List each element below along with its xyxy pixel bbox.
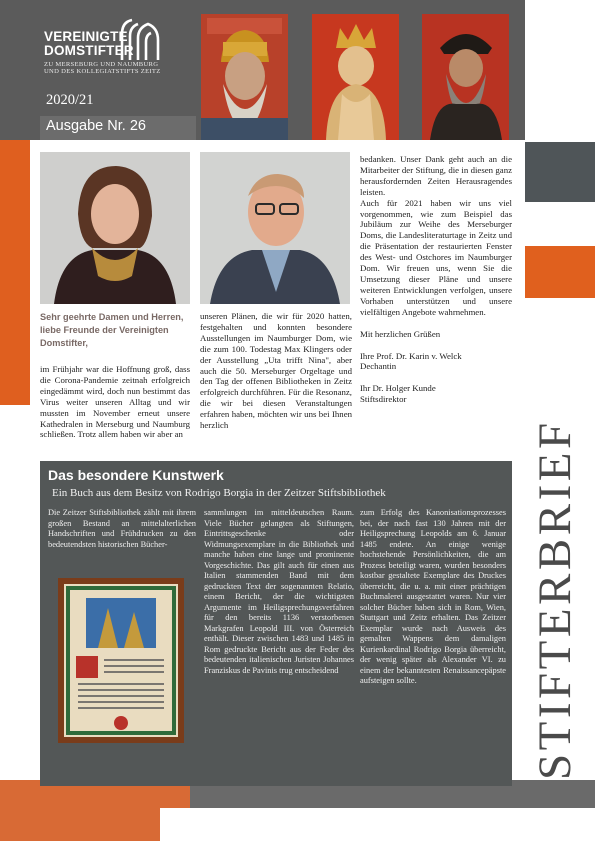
letter-paragraph: Auch für 2021 haben wir uns viel vorgenommen, wie zum Beispiel das Jubiläum zur Weihe des Merseburger Doms, die Landesliteraturtage in Zeitz und die Präsentation der restaurierten Fenster des West- und Ostchores im Naumburger Dom. Wir freuen uns, wenn Sie die Umsetzung dieser Pläne und unsere weiteren Entwicklungen verfolgen, unsere Vorhaben unterstützen und unsere vielfältigen Angebote wahrnehmen. <box>360 197 512 317</box>
portrait-crowned-saint-image <box>201 14 288 140</box>
signatory-2-role: Stiftsdirektor <box>360 394 407 405</box>
kunstwerk-column-1 <box>48 508 196 550</box>
kunstwerk-subtitle: Ein Buch aus dem Besitz von Rodrigo Borgia in der Zeitzer Stiftsbibliothek <box>52 487 386 499</box>
letter-paragraph: im Frühjahr war die Hoffnung groß, dass die Corona-Pandemie zeitnah erfolgreich eingedämmt wird, doch nun bestimmt das Virus weiter unseren Alltag und wir mussten im November erneut unsere Kathedralen in Merseburg und Naumburg schließen. Trotz allem haben wir aber an <box>40 364 190 440</box>
signatory-1-role: Dechantin <box>360 361 397 372</box>
logo-sub-2: UND DES KOLLEGIATSTIFTS ZEITZ <box>44 68 161 76</box>
kunstwerk-paragraph: zum Erfolg des Kanonisationsprozesses bei, der nach fast 130 Jahren mit der Heiligsprechung Leopolds am 6. Januar 1485 endete. An einige wenige hochstehende Persönlichkeiten, die am Prozess beteiligt waren, wurden besonders kostbar gestaltete Exemplare des Druckes überreicht, die u. a. mit einer prächtigen Buchmalerei ausgestattet waren. Nur vier solcher Bücher haben sich in Rom, Wien, Stuttgart und Zeitz erhalten. Das Zeitzer Exemplar wurde nach Ausweis des gemalten Wappens dem damaligen Kurienkardinal Rodrigo Borgia überreicht, der wenig später als Alexander VI. zu einem der bekanntesten Renaissancepäpste aufsteigen sollte. <box>360 508 506 685</box>
kunstwerk-paragraph: Die Zeitzer Stiftsbibliothek zählt mit ihrem großen Bestand an mittelalterlichen Handschriften und Frühdrucken zu den bedeutendsten historischen Bücher- <box>48 508 196 549</box>
logo-subtitle <box>44 61 161 75</box>
header-right-blank <box>525 0 595 140</box>
right-orange-block <box>525 246 595 298</box>
photo-karin-von-welck <box>40 152 190 304</box>
kunstwerk-column-3 <box>360 508 506 687</box>
edition-year: 2020/21 <box>46 92 94 108</box>
portrait-crowned-woman-image <box>312 14 399 140</box>
kunstwerk-title: Das besondere Kunstwerk <box>48 467 224 483</box>
greeting: Mit herzlichen Grüßen <box>360 328 441 339</box>
signatory-2-name: Ihr Dr. Holger Kunde <box>360 383 436 394</box>
bottom-white-strip <box>160 808 595 841</box>
kunstwerk-paragraph: sammlungen im mitteldeutschen Raum. Viele Bücher gelangten als Stiftungen, Eintrittsgeschenke oder Widmungsexemplare in die Bibliothek und manche haben eine lange und prominente Vorgeschichte. Das gilt auch für einen aus Italien stammenden Band mit dem gedruckten Text der sogenannten Relatio, einem Bericht, der die wichtigsten Argumente im Heiligsprechungsverfahren für den bereits 1136 verstorbenen Markgrafen Leopold III. von Österreich enthält. Dieser zwischen 1483 und 1485 in Rom gedruckte Bericht aus der Feder des bedeutenden italienischen Juristen Johannes Franziskus de Pavinis trug entscheidend <box>204 508 354 675</box>
logo-line-2: DOMSTIFTER <box>44 43 134 58</box>
letter-column-1 <box>40 364 190 440</box>
letter-column-2 <box>200 311 352 431</box>
issue-number: Ausgabe Nr. 26 <box>46 118 146 134</box>
logo-line-1: VEREINIGTE <box>44 29 128 44</box>
kunstwerk-column-2 <box>204 508 354 676</box>
letter-paragraph: unseren Plänen, die wir für 2020 hatten, festgehalten und konnten besondere Ausstellungen im Naumburger Dom, wie die zum 100. Todestag Max Klingers oder der Ausstellung „Uta trifft Nina", aber auch die 50. Merseburger Orgeltage und den Tag der offenen Bibliotheken in Zeitz erfolgreich durchführen. Für die Resonanz, die wir bei diesen Veranstaltungen erfahren haben, möchten wir uns bei Ihnen herzlich <box>200 311 352 431</box>
logo-sub-1: ZU MERSEBURG UND NAUMBURG <box>44 61 159 68</box>
right-dark-block <box>525 142 595 202</box>
logo-arches-icon <box>118 18 162 60</box>
letter-column-3 <box>360 154 512 405</box>
signatory-1-name: Ihre Prof. Dr. Karin v. Welck <box>360 350 462 361</box>
letter-paragraph: bedanken. Unser Dank geht auch an die Mitarbeiter der Stiftung, die in diesen ganz herausfordernden Zeiten Herausragendes leisten. <box>360 154 512 197</box>
portrait-bearded-man-image <box>422 14 509 140</box>
salutation: Sehr geehrte Damen und Herren, liebe Freunde der Vereinigten Domstifter, <box>40 312 184 348</box>
illuminated-book-image <box>58 578 184 743</box>
stifterbrief-title: STIFTERBRIEF <box>529 419 581 780</box>
photo-holger-kunde <box>200 152 350 304</box>
